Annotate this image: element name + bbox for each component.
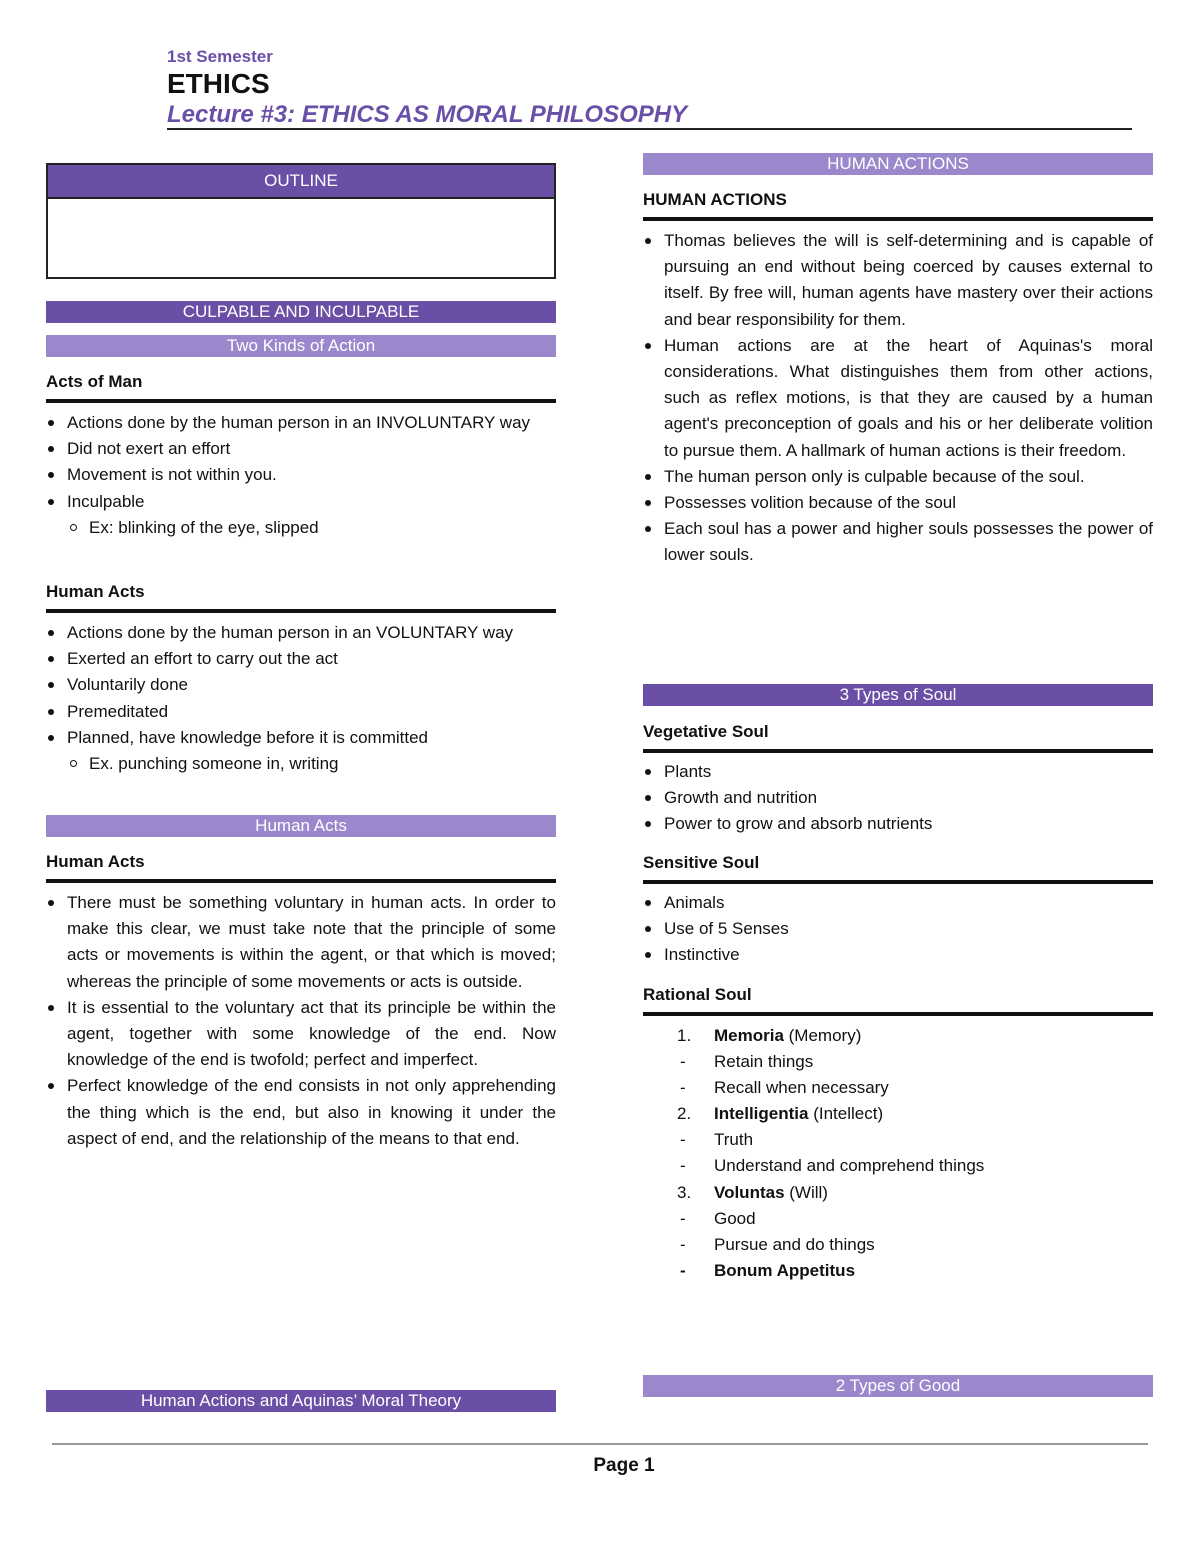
list-item: There must be something voluntary in human acts. In order to make this clear, we must take note that the principle of some acts or movements is within the agent, or that which is moved; whereas the principle of some movements or acts is outside. bbox=[46, 890, 556, 995]
banner-culpable: CULPABLE AND INCULPABLE bbox=[46, 301, 556, 323]
heading-vegetative-soul: Vegetative Soul bbox=[643, 721, 1153, 753]
rational-list bbox=[643, 1180, 1153, 1206]
dash-list bbox=[643, 1049, 1153, 1101]
heading-acts-of-man: Acts of Man bbox=[46, 371, 556, 403]
list-item: Plants bbox=[643, 759, 1153, 785]
lecture-title: Lecture #3: ETHICS AS MORAL PHILOSOPHY bbox=[167, 101, 688, 128]
outline-title: OUTLINE bbox=[48, 165, 554, 199]
item-term: Intelligentia bbox=[714, 1104, 809, 1123]
list-item: Human actions are at the heart of Aquinas's moral considerations. What distinguishes them from other actions, such as reflex motions, is that they are caused by a human agent's preconception of goals and his or her deliberate volition to pursue them. A hallmark of human actions is their freedom. bbox=[643, 333, 1153, 464]
list-item: Possesses volition because of the soul bbox=[643, 490, 1153, 516]
heading-sensitive-soul: Sensitive Soul bbox=[643, 852, 1153, 884]
human-acts-list bbox=[46, 620, 556, 777]
sub-list-item: Ex: blinking of the eye, slipped bbox=[67, 515, 556, 541]
list-item bbox=[46, 725, 556, 777]
sub-list bbox=[67, 751, 556, 777]
sensitive-list bbox=[643, 890, 1153, 969]
list-item: Movement is not within you. bbox=[46, 462, 556, 488]
list-item: Instinctive bbox=[643, 942, 1153, 968]
page-number: Page 1 bbox=[593, 1455, 655, 1476]
heading-human-acts: Human Acts bbox=[46, 581, 556, 613]
list-item: Use of 5 Senses bbox=[643, 916, 1153, 942]
outline-box bbox=[46, 163, 556, 279]
heading-human-acts-2: Human Acts bbox=[46, 851, 556, 883]
list-item: Premeditated bbox=[46, 699, 556, 725]
footer-divider bbox=[52, 1443, 1148, 1445]
sub-list-item: Ex. punching someone in, writing bbox=[67, 751, 556, 777]
banner-two-kinds: Two Kinds of Action bbox=[46, 335, 556, 357]
item-number: 2. bbox=[677, 1104, 692, 1123]
list-item: Power to grow and absorb nutrients bbox=[643, 811, 1153, 837]
dash-item: - Retain things bbox=[643, 1049, 1153, 1075]
list-item: Thomas believes the will is self-determining and is capable of pursuing an end without being coerced by causes external to itself. By free will, human agents have mastery over their actions and bear responsibility for them. bbox=[643, 228, 1153, 333]
list-item: Actions done by the human person in an INVOLUNTARY way bbox=[46, 410, 556, 436]
document-header bbox=[167, 46, 1132, 130]
dash-item: - Truth bbox=[643, 1127, 1153, 1153]
numbered-item bbox=[643, 1023, 1153, 1049]
rational-list bbox=[643, 1101, 1153, 1127]
acts-of-man-list bbox=[46, 410, 556, 541]
heading-human-actions: HUMAN ACTIONS bbox=[643, 189, 1153, 221]
list-item: Each soul has a power and higher souls possesses the power of lower souls. bbox=[643, 516, 1153, 568]
list-item: Growth and nutrition bbox=[643, 785, 1153, 811]
subject-title: ETHICS bbox=[167, 68, 270, 99]
dash-item: - Pursue and do things bbox=[643, 1232, 1153, 1258]
list-item: Voluntarily done bbox=[46, 672, 556, 698]
banner-human-acts: Human Acts bbox=[46, 815, 556, 837]
heading-rational-soul: Rational Soul bbox=[643, 984, 1153, 1016]
banner-human-actions: HUMAN ACTIONS bbox=[643, 153, 1153, 175]
list-item: Exerted an effort to carry out the act bbox=[46, 646, 556, 672]
numbered-item bbox=[643, 1101, 1153, 1127]
semester-label: 1st Semester bbox=[167, 47, 273, 66]
dash-list bbox=[643, 1206, 1153, 1285]
header-divider bbox=[167, 128, 1132, 130]
list-item-text: Inculpable bbox=[67, 491, 145, 511]
list-item-text: Planned, have knowledge before it is committed bbox=[67, 727, 428, 747]
list-item bbox=[46, 489, 556, 541]
list-item: Perfect knowledge of the end consists in not only apprehending the thing which is the end, but also in knowing it under the aspect of end, and the relationship of the means to that end. bbox=[46, 1073, 556, 1152]
list-item: It is essential to the voluntary act that its principle be within the agent, together with some knowledge of the end. Now knowledge of the end is twofold; perfect and imperfect. bbox=[46, 995, 556, 1074]
dash-item: - Good bbox=[643, 1206, 1153, 1232]
human-acts-detail-list bbox=[46, 890, 556, 1152]
dash-item: - Understand and comprehend things bbox=[643, 1153, 1153, 1179]
item-term: Voluntas bbox=[714, 1183, 785, 1202]
banner-types-of-good: 2 Types of Good bbox=[643, 1375, 1153, 1397]
item-gloss: (Memory) bbox=[783, 1026, 862, 1045]
banner-types-of-soul: 3 Types of Soul bbox=[643, 684, 1153, 706]
item-gloss: (Will) bbox=[784, 1183, 828, 1202]
sub-list bbox=[67, 515, 556, 541]
rational-list bbox=[643, 1023, 1153, 1049]
dash-item: - Bonum Appetitus bbox=[643, 1258, 1153, 1284]
list-item: Actions done by the human person in an VOLUNTARY way bbox=[46, 620, 556, 646]
human-actions-list bbox=[643, 228, 1153, 569]
dash-list bbox=[643, 1127, 1153, 1179]
list-item: The human person only is culpable because of the soul. bbox=[643, 464, 1153, 490]
item-gloss: (Intellect) bbox=[808, 1104, 884, 1123]
list-item: Did not exert an effort bbox=[46, 436, 556, 462]
item-number: 3. bbox=[677, 1183, 692, 1202]
numbered-item bbox=[643, 1180, 1153, 1206]
banner-aquinas: Human Actions and Aquinas’ Moral Theory bbox=[46, 1390, 556, 1412]
list-item: Animals bbox=[643, 890, 1153, 916]
item-term: Memoria bbox=[714, 1026, 784, 1045]
vegetative-list bbox=[643, 759, 1153, 838]
dash-item: - Recall when necessary bbox=[643, 1075, 1153, 1101]
item-number: 1. bbox=[677, 1026, 692, 1045]
